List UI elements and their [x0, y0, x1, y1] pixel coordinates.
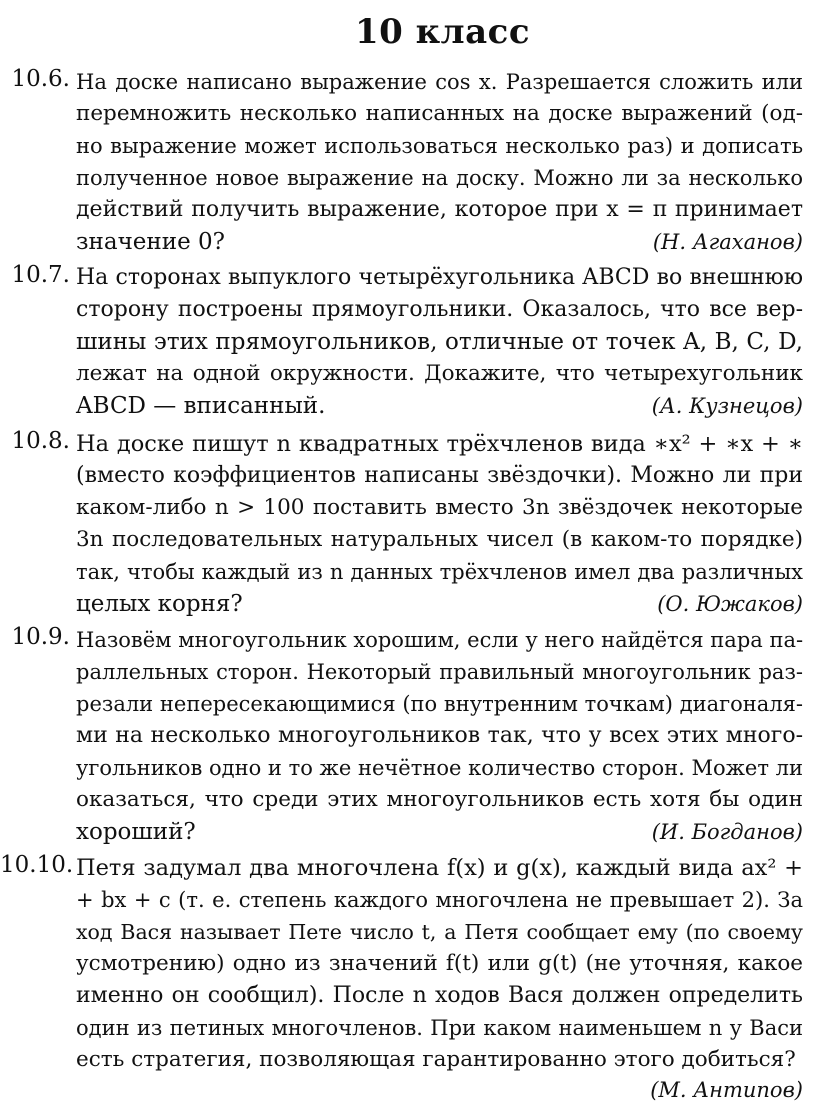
problem-line: На доске пишут n квадратных трёхчленов вида ∗x² + ∗x + ∗ [76, 431, 803, 457]
problem-line: Петя задумал два многочлена f(x) и g(x), каждый вида ax² + [76, 855, 803, 881]
problem-line: На доске написано выражение cos x. Разрешается сложить или [76, 70, 803, 94]
problem-line: каком-либо n > 100 поставить вместо 3n звёздочек некоторые [76, 495, 803, 520]
problem-author: (И. Богданов) [651, 820, 803, 844]
problem-line: На сторонах выпуклого четырёхугольника ABCD во внешнюю [76, 265, 803, 290]
problem-line: Назовём многоугольник хорошим, если у него найдётся пара па- [76, 628, 804, 652]
problem-line: целых корня? [76, 591, 243, 617]
problem-line: так, чтобы каждый из n данных трёхчленов имел два различных [76, 560, 803, 584]
problem-line: ми на несколько многоугольников так, что у всех этих много- [76, 723, 803, 748]
problem-line: сторону построены прямоугольники. Оказалось, что все вер- [76, 297, 803, 322]
problem-line: один из петиных многочленов. При каком наименьшем n у Васи [76, 1016, 803, 1040]
problem-author: (М. Антипов) [650, 1078, 803, 1102]
problem-line: шины этих прямоугольников, отличные от точек A, B, C, D, [76, 329, 803, 355]
problem-author: (О. Южаков) [657, 592, 803, 616]
problem-line: 3n последовательных натуральных чисел (в каком-то порядке) [76, 527, 803, 552]
problem-number: 10.7. [11, 262, 70, 288]
problem-line: ход Вася называет Пете число t, а Петя сообщает ему (по своему [76, 920, 803, 944]
problem-line: угольников одно и то же нечётное количество сторон. Может ли [76, 756, 803, 780]
problem-line: есть стратегия, позволяющая гарантированно этого добиться? [76, 1047, 796, 1072]
problem-line: ABCD — вписанный. [76, 393, 326, 419]
problem-number: 10.10. [0, 852, 74, 878]
problem-author: (Н. Агаханов) [652, 230, 803, 254]
problem-line: резали непересекающимися (по внутренним точкам) диагоналя- [76, 692, 803, 716]
problem-line: раллельных сторон. Некоторый правильный многоугольник раз- [76, 660, 803, 684]
problem-line: действий получить выражение, которое при x = π принимает [76, 197, 803, 222]
problem-line: хороший? [76, 819, 196, 845]
problem-line: полученное новое выражение на доску. Можно ли за несколько [76, 166, 803, 190]
problem-line: + bx + c (т. е. степень каждого многочлена не превышает 2). За [76, 888, 803, 912]
problem-author: (А. Кузнецов) [651, 394, 803, 418]
problem-line: (вместо коэффициентов написаны звёздочки). Можно ли при [76, 463, 803, 488]
problem-line: перемножить несколько написанных на доске выражений (од- [76, 101, 803, 126]
problem-line: лежат на одной окружности. Докажите, что четырехугольник [76, 361, 803, 386]
problem-line: усмотрению) одно из значений f(t) или g(t) (не уточняя, какое [76, 951, 803, 976]
problem-number: 10.6. [11, 66, 70, 92]
problem-line: именно он сообщил). После n ходов Вася должен определить [76, 983, 803, 1008]
problem-number: 10.8. [11, 428, 70, 454]
problem-number: 10.9. [11, 624, 70, 650]
problem-line: но выражение может использоваться несколько раз) и дописать [76, 134, 803, 158]
problem-line: значение 0? [76, 229, 225, 255]
problem-line: оказаться, что среди этих многоугольников есть хотя бы один [76, 787, 803, 812]
page-title: 10 класс [354, 12, 531, 52]
